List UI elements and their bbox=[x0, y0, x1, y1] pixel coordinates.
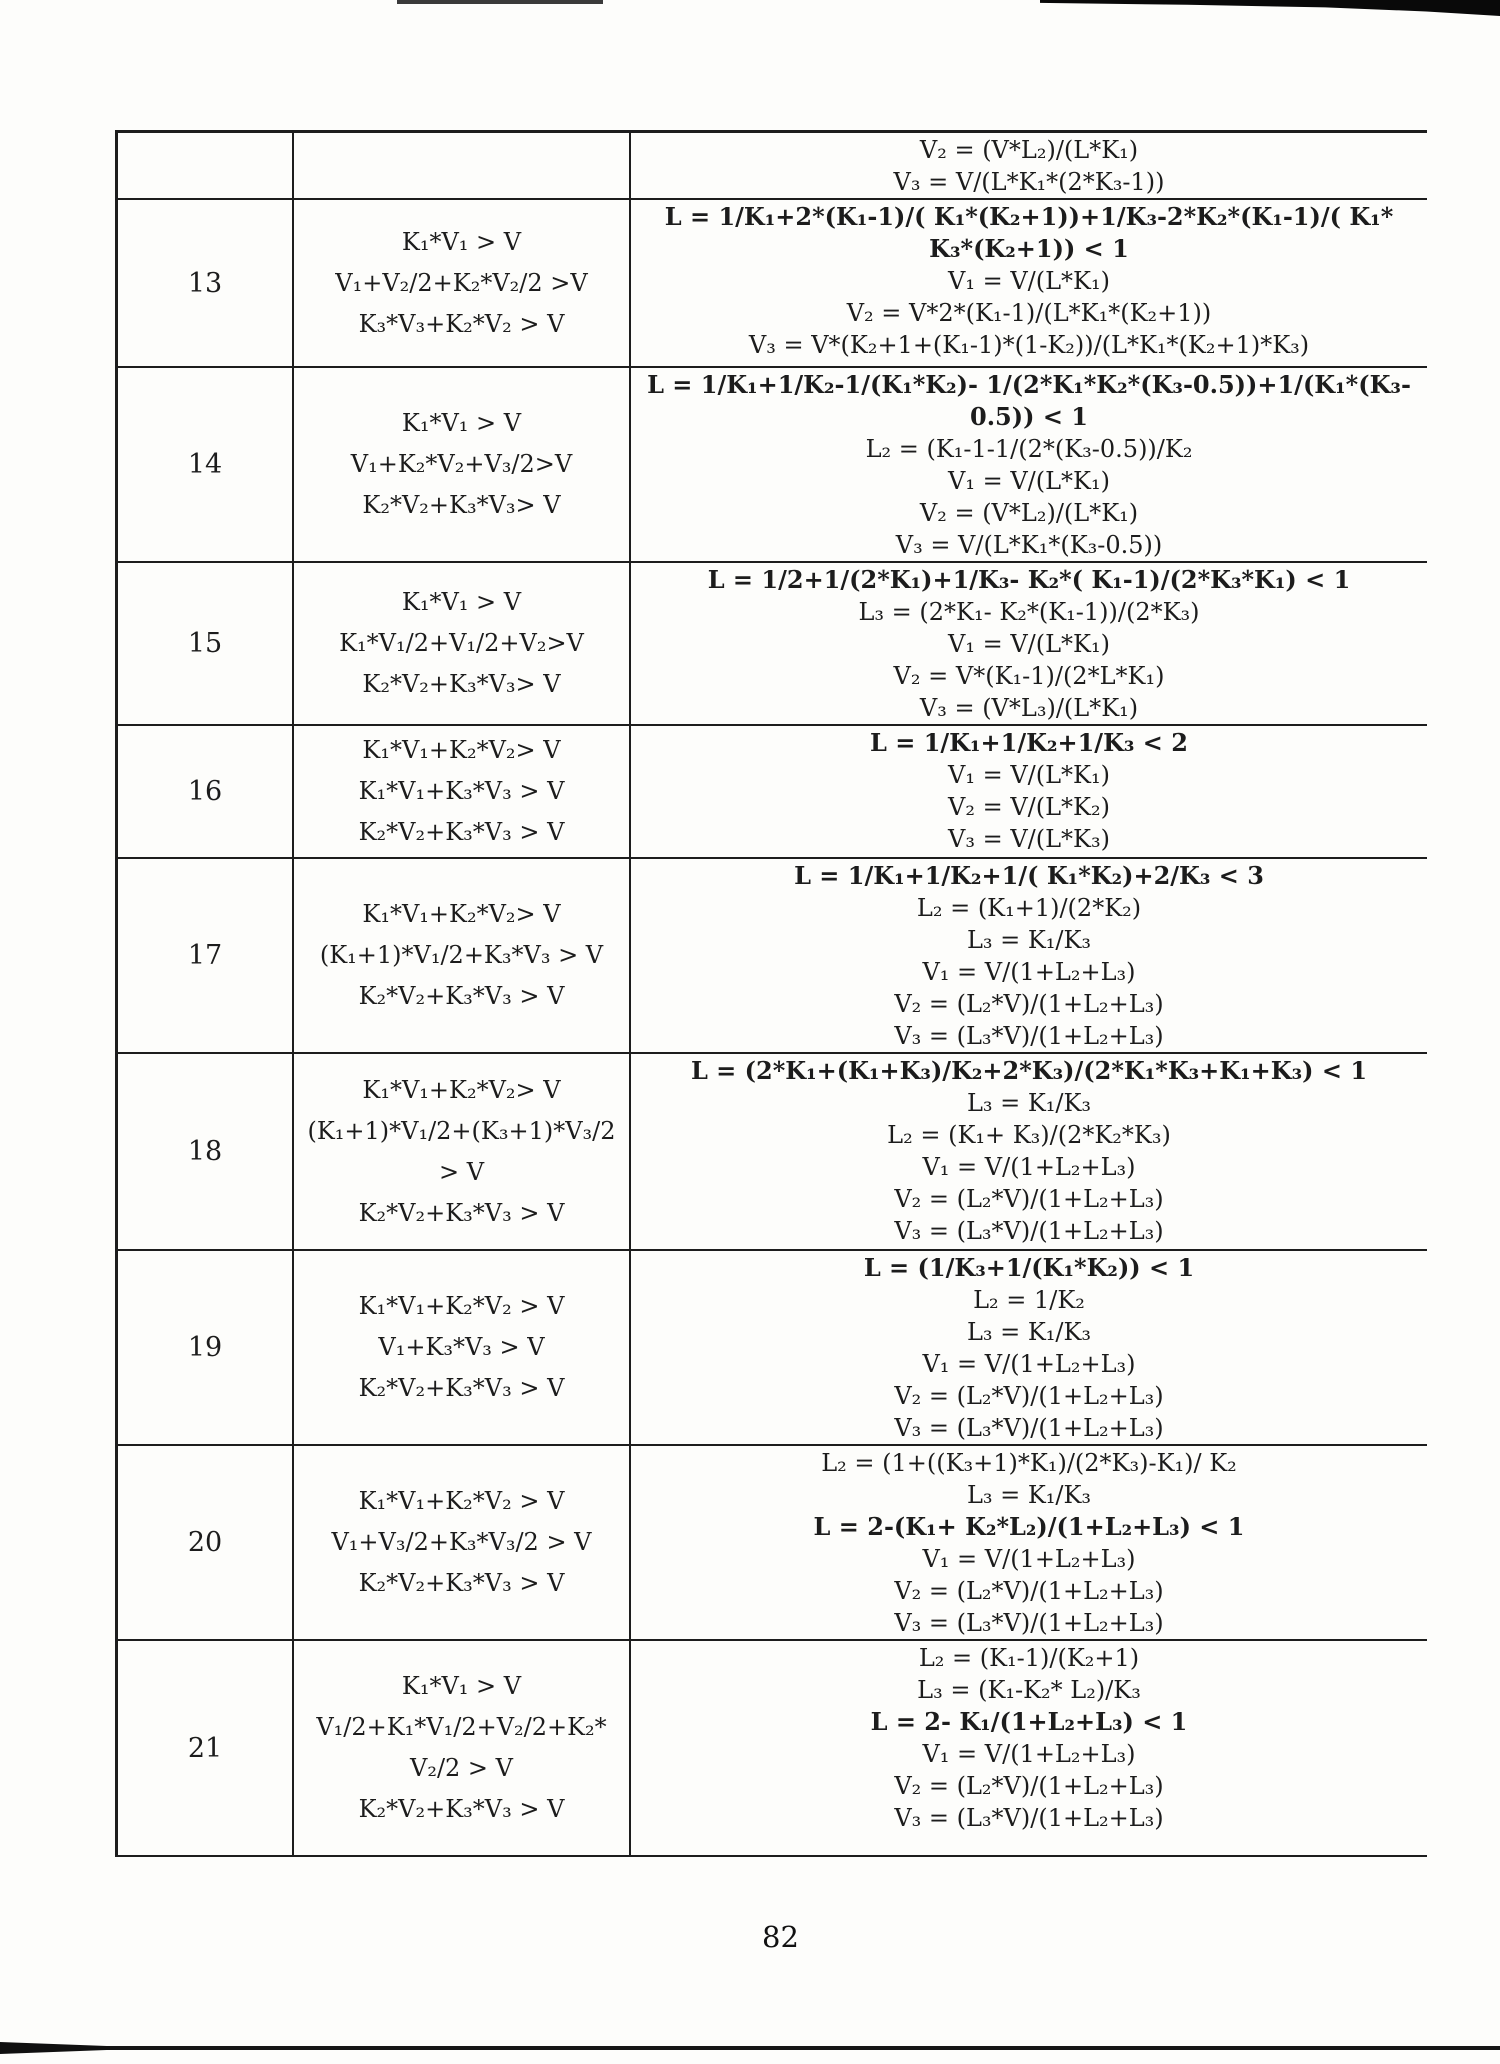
formula-line: L = (2*K₁+(K₁+K₃)/K₂+2*K₃)/(2*K₁*K₃+K₁+K₃) < 1 bbox=[690, 1056, 1368, 1085]
formula-line: V₂ = (L₂*V)/(1+L₂+L₃) bbox=[894, 990, 1164, 1018]
condition-line: K₁*V₁ > V bbox=[401, 227, 522, 256]
condition-line: V₁+V₃/2+K₃*V₃/2 > V bbox=[331, 1528, 592, 1556]
row-number-cell bbox=[118, 1251, 294, 1444]
conditions-cell bbox=[294, 1054, 631, 1249]
formula-line: L = 2-(K₁+ K₂*L₂)/(1+L₂+L₃) < 1 bbox=[813, 1512, 1245, 1541]
row-number: 20 bbox=[187, 1527, 223, 1558]
formula-line: V₁ = V/(1+L₂+L₃) bbox=[922, 1153, 1136, 1181]
formula-line: V₁ = V/(1+L₂+L₃) bbox=[922, 1545, 1136, 1573]
conditions-cell bbox=[294, 1251, 631, 1444]
condition-line: K₂*V₂+K₃*V₃ > V bbox=[358, 1374, 565, 1402]
row-number-cell bbox=[118, 859, 294, 1052]
condition-line: K₁*V₁/2+V₁/2+V₂>V bbox=[339, 629, 584, 657]
formulas-cell bbox=[631, 1641, 1427, 1855]
formula-line: L₂ = 1/K₂ bbox=[973, 1286, 1085, 1314]
condition-line: K₂*V₂+K₃*V₃ > V bbox=[358, 818, 565, 846]
formula-line: V₂ = V*2*(K₁-1)/(L*K₁*(K₂+1)) bbox=[846, 299, 1212, 327]
condition-line: K₂*V₂+K₃*V₃ > V bbox=[358, 1795, 565, 1823]
formula-table bbox=[115, 130, 1427, 1857]
condition-line: (K₁+1)*V₁/2+K₃*V₃ > V bbox=[319, 941, 604, 969]
table-row bbox=[118, 726, 1427, 859]
formula-line: L₂ = (K₁+ K₃)/(2*K₂*K₃) bbox=[887, 1121, 1171, 1149]
condition-line: K₂*V₂+K₃*V₃ > V bbox=[358, 1569, 565, 1597]
formula-line: V₁ = V/(1+L₂+L₃) bbox=[922, 1740, 1136, 1768]
conditions-cell bbox=[294, 368, 631, 561]
formulas-cell bbox=[631, 1446, 1427, 1639]
conditions-cell bbox=[294, 200, 631, 366]
scan-shadow-top-right bbox=[1040, 0, 1500, 16]
condition-line: V₁/2+K₁*V₁/2+V₂/2+K₂* bbox=[316, 1713, 607, 1741]
formulas-cell bbox=[631, 368, 1427, 561]
formula-line: L = 1/K₁+2*(K₁-1)/( K₁*(K₂+1))+1/K₃-2*K₂*(K₁-1)/( K₁* bbox=[664, 202, 1394, 231]
row-number-cell bbox=[118, 368, 294, 561]
formula-line: 0.5)) < 1 bbox=[970, 402, 1088, 431]
row-number: 18 bbox=[187, 1136, 223, 1167]
formula-line: V₂ = (L₂*V)/(1+L₂+L₃) bbox=[894, 1772, 1164, 1800]
conditions-cell bbox=[294, 1641, 631, 1855]
condition-line: K₂*V₂+K₃*V₃ > V bbox=[358, 1198, 565, 1227]
formula-line: L₃ = (K₁-K₂* L₂)/K₃ bbox=[917, 1676, 1141, 1704]
row-number-cell bbox=[118, 1641, 294, 1855]
condition-line: K₁*V₁+K₂*V₂ > V bbox=[358, 1487, 565, 1515]
conditions-cell bbox=[294, 726, 631, 857]
row-number-cell bbox=[118, 1446, 294, 1639]
row-number: 17 bbox=[187, 940, 223, 971]
formula-line: V₁ = V/(1+L₂+L₃) bbox=[922, 958, 1136, 986]
formula-line: V₂ = (V*L₂)/(L*K₁) bbox=[919, 136, 1139, 164]
formula-line: L₂ = (1+((K₃+1)*K₁)/(2*K₃)-K₁)/ K₂ bbox=[821, 1449, 1237, 1477]
condition-line: K₁*V₁+K₂*V₂> V bbox=[362, 900, 561, 928]
formula-line: V₃ = (L₃*V)/(1+L₂+L₃) bbox=[894, 1609, 1164, 1637]
formula-line: V₂ = (L₂*V)/(1+L₂+L₃) bbox=[894, 1577, 1164, 1605]
condition-line: K₂*V₂+K₃*V₃ > V bbox=[358, 982, 565, 1010]
formula-line: L₃ = K₁/K₃ bbox=[966, 1318, 1092, 1346]
condition-line: K₃*V₃+K₂*V₂ > V bbox=[358, 309, 565, 338]
formula-line: V₁ = V/(L*K₁) bbox=[948, 761, 1110, 789]
formula-line: L = 1/K₁+1/K₂+1/( K₁*K₂)+2/K₃ < 3 bbox=[794, 861, 1264, 890]
formulas-cell bbox=[631, 859, 1427, 1052]
formula-line: V₂ = (V*L₂)/(L*K₁) bbox=[919, 499, 1139, 527]
formulas-cell bbox=[631, 563, 1427, 724]
formula-line: V₁ = V/(L*K₁) bbox=[948, 630, 1110, 658]
formula-line: L₃ = (2*K₁- K₂*(K₁-1))/(2*K₃) bbox=[858, 598, 1200, 626]
condition-line: K₁*V₁+K₂*V₂> V bbox=[362, 736, 561, 764]
formulas-cell bbox=[631, 1054, 1427, 1249]
formula-line: V₂ = V*(K₁-1)/(2*L*K₁) bbox=[893, 662, 1165, 690]
condition-line: K₂*V₂+K₃*V₃> V bbox=[362, 670, 561, 698]
formula-line: V₃ = (L₃*V)/(1+L₂+L₃) bbox=[894, 1022, 1164, 1050]
formula-line: V₁ = V/(L*K₁) bbox=[948, 467, 1110, 495]
scan-line-bottom bbox=[0, 2046, 1500, 2050]
formula-line: V₂ = (L₂*V)/(1+L₂+L₃) bbox=[894, 1185, 1164, 1213]
formula-line: L₂ = (K₁-1)/(K₂+1) bbox=[918, 1644, 1140, 1672]
condition-line: V₁+V₂/2+K₂*V₂/2 >V bbox=[335, 268, 588, 297]
formula-line: L₂ = (K₁-1-1/(2*(K₃-0.5))/K₂ bbox=[865, 435, 1193, 463]
formula-line: V₂ = V/(L*K₂) bbox=[948, 793, 1110, 821]
table-row bbox=[118, 859, 1427, 1054]
formula-line: V₃ = (L₃*V)/(1+L₂+L₃) bbox=[894, 1414, 1164, 1442]
condition-line: V₁+K₃*V₃ > V bbox=[378, 1333, 545, 1361]
table-row bbox=[118, 133, 1427, 200]
condition-line: K₂*V₂+K₃*V₃> V bbox=[362, 491, 561, 519]
condition-line: K₁*V₁+K₂*V₂ > V bbox=[358, 1292, 565, 1320]
conditions-cell bbox=[294, 859, 631, 1052]
row-number-cell bbox=[118, 200, 294, 366]
formula-line: V₃ = V*(K₂+1+(K₁-1)*(1-K₂))/(L*K₁*(K₂+1)*K₃) bbox=[748, 331, 1310, 359]
formula-line: V₃ = V/(L*K₁*(2*K₃-1)) bbox=[893, 168, 1165, 196]
formula-line: V₁ = V/(L*K₁) bbox=[948, 267, 1110, 295]
condition-line: V₂/2 > V bbox=[409, 1754, 513, 1782]
row-number: 19 bbox=[187, 1332, 223, 1363]
formula-line: V₁ = V/(1+L₂+L₃) bbox=[922, 1350, 1136, 1378]
table-row bbox=[118, 1446, 1427, 1641]
formula-line: V₃ = (V*L₃)/(L*K₁) bbox=[919, 694, 1139, 722]
formula-line: L = 1/K₁+1/K₂+1/K₃ < 2 bbox=[870, 728, 1188, 757]
formula-line: V₃ = V/(L*K₃) bbox=[948, 825, 1110, 853]
formulas-cell bbox=[631, 1251, 1427, 1444]
formula-line: V₃ = (L₃*V)/(1+L₂+L₃) bbox=[894, 1217, 1164, 1245]
formula-line: L₃ = K₁/K₃ bbox=[966, 926, 1092, 954]
row-number: 21 bbox=[187, 1732, 223, 1764]
formula-line: L = 2- K₁/(1+L₂+L₃) < 1 bbox=[870, 1707, 1188, 1736]
formulas-cell bbox=[631, 200, 1427, 366]
condition-line: V₁+K₂*V₂+V₃/2>V bbox=[350, 450, 573, 478]
condition-line: > V bbox=[438, 1157, 485, 1186]
conditions-cell bbox=[294, 1446, 631, 1639]
condition-line: K₁*V₁ > V bbox=[401, 588, 522, 616]
formula-line: L₂ = (K₁+1)/(2*K₂) bbox=[916, 894, 1142, 922]
formula-line: L = 1/2+1/(2*K₁)+1/K₃- K₂*( K₁-1)/(2*K₃*K₁) < 1 bbox=[707, 565, 1351, 594]
row-number: 14 bbox=[187, 449, 223, 480]
row-number-cell bbox=[118, 1054, 294, 1249]
row-number: 13 bbox=[187, 267, 223, 299]
conditions-cell bbox=[294, 133, 631, 198]
condition-line: K₁*V₁ > V bbox=[401, 1672, 522, 1700]
table-row bbox=[118, 1251, 1427, 1446]
row-number-cell bbox=[118, 563, 294, 724]
formula-line: L = (1/K₃+1/(K₁*K₂)) < 1 bbox=[863, 1253, 1195, 1282]
conditions-cell bbox=[294, 563, 631, 724]
condition-line: K₁*V₁+K₂*V₂> V bbox=[362, 1075, 561, 1104]
row-number: 16 bbox=[187, 776, 223, 807]
page-number: 82 bbox=[762, 1920, 799, 1954]
table-row bbox=[118, 368, 1427, 563]
condition-line: (K₁+1)*V₁/2+(K₃+1)*V₃/2 bbox=[307, 1116, 616, 1145]
row-number: 15 bbox=[187, 628, 223, 659]
formulas-cell bbox=[631, 133, 1427, 198]
formula-line: L₃ = K₁/K₃ bbox=[966, 1481, 1092, 1509]
formula-line: L₃ = K₁/K₃ bbox=[966, 1089, 1092, 1117]
formulas-cell bbox=[631, 726, 1427, 857]
table-row bbox=[118, 563, 1427, 726]
formula-line: V₃ = (L₃*V)/(1+L₂+L₃) bbox=[894, 1804, 1164, 1832]
table-row bbox=[118, 200, 1427, 368]
formula-line: V₂ = (L₂*V)/(1+L₂+L₃) bbox=[894, 1382, 1164, 1410]
condition-line: K₁*V₁ > V bbox=[401, 409, 522, 437]
row-number-cell bbox=[118, 726, 294, 857]
formula-line: V₃ = V/(L*K₁*(K₃-0.5)) bbox=[895, 531, 1163, 559]
condition-line: K₁*V₁+K₃*V₃ > V bbox=[358, 777, 565, 805]
scan-smudge-top bbox=[397, 0, 603, 4]
formula-line: L = 1/K₁+1/K₂-1/(K₁*K₂)- 1/(2*K₁*K₂*(K₃-0.5))+1/(K₁*(K₃- bbox=[647, 370, 1411, 399]
table-row bbox=[118, 1641, 1427, 1857]
scan-shadow-bottom-left bbox=[0, 2042, 110, 2054]
formula-line: K₃*(K₂+1)) < 1 bbox=[929, 234, 1129, 263]
row-number-cell bbox=[118, 133, 294, 198]
table-row bbox=[118, 1054, 1427, 1251]
